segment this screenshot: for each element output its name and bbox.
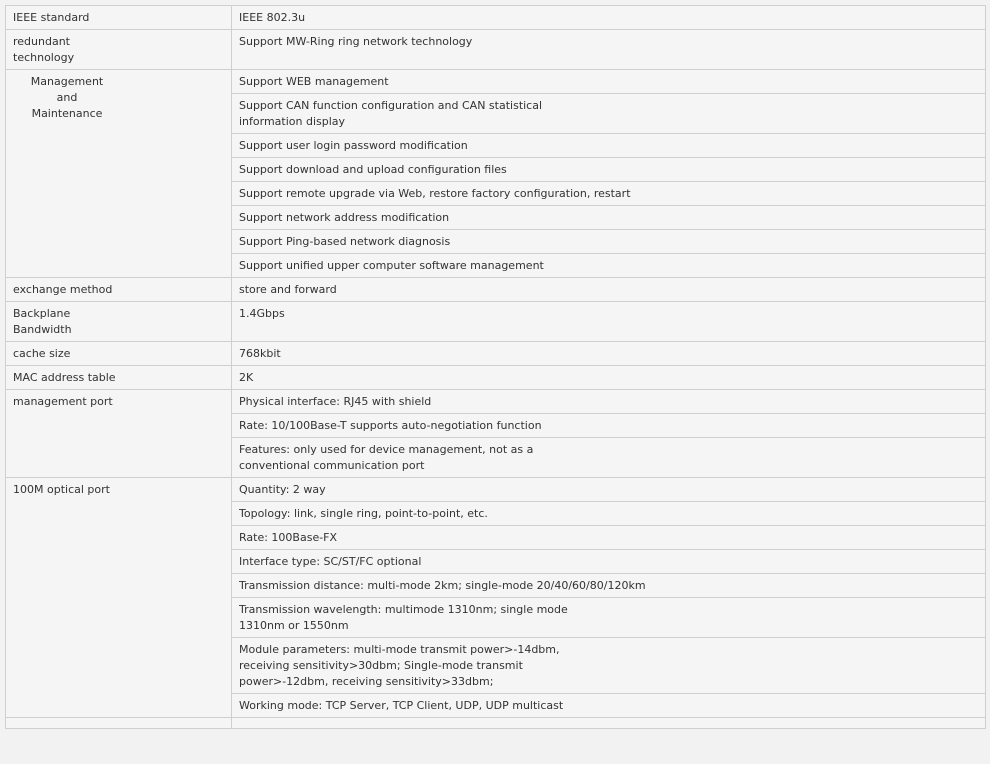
spec-label-backplane-bandwidth: Backplane Bandwidth [6, 302, 232, 342]
spec-value: 2K [232, 366, 986, 390]
spec-value: Quantity: 2 way [232, 478, 986, 502]
spec-value: Module parameters: multi-mode transmit power>-14dbm, receiving sensitivity>30dbm; Single-mode transmit power>-12dbm, receiving sensitivity>33dbm; [232, 638, 986, 694]
spec-value: Support user login password modification [232, 134, 986, 158]
spec-label-redundant-technology: redundant technology [6, 30, 232, 70]
spec-value: Support unified upper computer software management [232, 254, 986, 278]
spec-value: Support WEB management [232, 70, 986, 94]
spec-value: IEEE 802.3u [232, 6, 986, 30]
table-row [6, 390, 986, 414]
spec-table [5, 5, 986, 729]
table-row [6, 70, 986, 94]
spec-value: Support MW-Ring ring network technology [232, 30, 986, 70]
spec-value: Working mode: TCP Server, TCP Client, UDP, UDP multicast [232, 694, 986, 718]
spec-value: Support remote upgrade via Web, restore factory configuration, restart [232, 182, 986, 206]
table-row [6, 30, 986, 70]
table-row [6, 278, 986, 302]
spec-value: Physical interface: RJ45 with shield [232, 390, 986, 414]
spec-label-optical-port: 100M optical port [6, 478, 232, 718]
spec-value: 1.4Gbps [232, 302, 986, 342]
spec-value: Support network address modification [232, 206, 986, 230]
spec-label-ieee-standard: IEEE standard [6, 6, 232, 30]
table-row [6, 6, 986, 30]
spec-label-exchange-method: exchange method [6, 278, 232, 302]
spec-value: Support CAN function configuration and CAN statistical information display [232, 94, 986, 134]
spec-label-management-port: management port [6, 390, 232, 478]
spec-label-mac-address-table: MAC address table [6, 366, 232, 390]
spec-value: Features: only used for device management, not as a conventional communication port [232, 438, 986, 478]
table-row [6, 302, 986, 342]
table-row [6, 366, 986, 390]
spec-value: 768kbit [232, 342, 986, 366]
spec-label [6, 718, 232, 729]
table-row [6, 342, 986, 366]
spec-value [232, 718, 986, 729]
spec-value: Transmission wavelength: multimode 1310nm; single mode 1310nm or 1550nm [232, 598, 986, 638]
spec-value: Support download and upload configuration files [232, 158, 986, 182]
table-row [6, 718, 986, 729]
spec-value: Rate: 100Base-FX [232, 526, 986, 550]
table-row [6, 478, 986, 502]
spec-value: Support Ping-based network diagnosis [232, 230, 986, 254]
spec-value: Transmission distance: multi-mode 2km; single-mode 20/40/60/80/120km [232, 574, 986, 598]
spec-value: store and forward [232, 278, 986, 302]
spec-value: Interface type: SC/ST/FC optional [232, 550, 986, 574]
spec-value: Rate: 10/100Base-T supports auto-negotiation function [232, 414, 986, 438]
spec-label-management-maintenance: Management and Maintenance [6, 70, 232, 278]
spec-value: Topology: link, single ring, point-to-point, etc. [232, 502, 986, 526]
spec-label-cache-size: cache size [6, 342, 232, 366]
